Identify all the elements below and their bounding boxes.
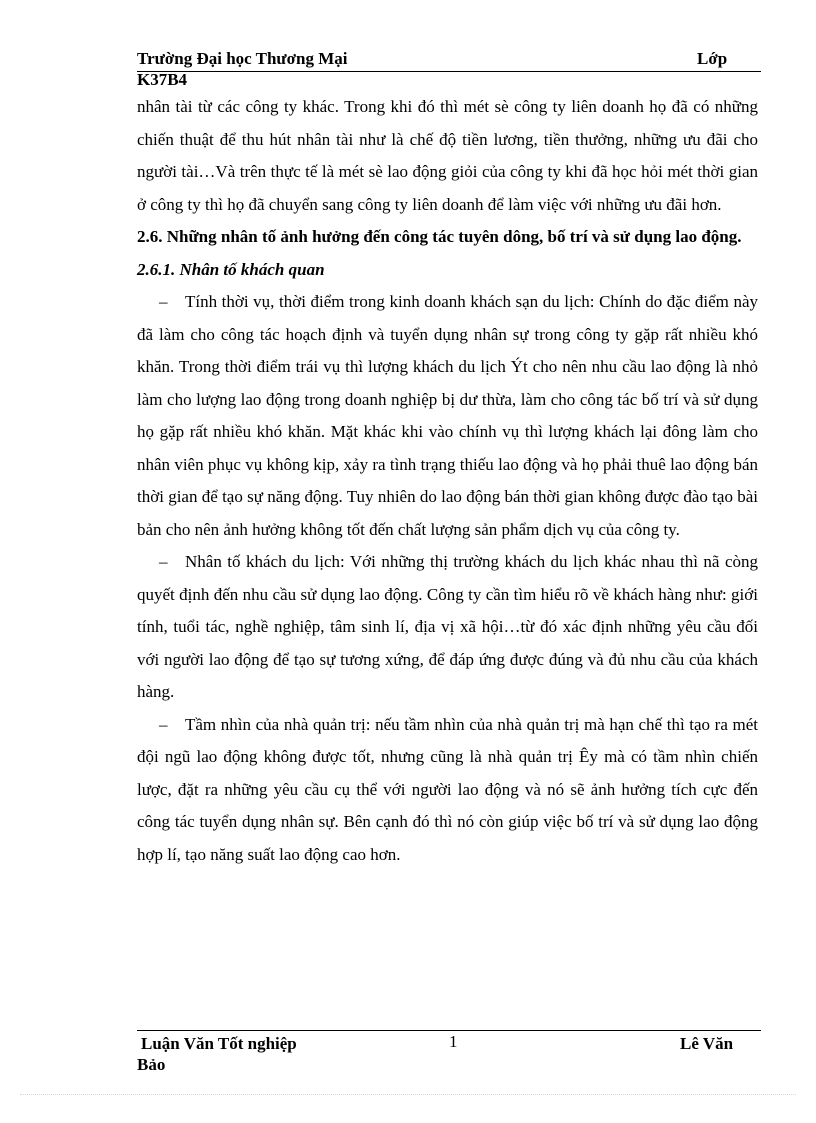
list-item-manager-vision: [137, 709, 758, 872]
list-item-text: Tính thời vụ, thời điểm trong kinh doanh khách sạn du lịch: Chính do đặc điểm này đã làm cho công tác hoạch định và tuyển dụng nhân sự trong công ty gặp rất nhiều khó khăn. Trong thời điểm trái vụ thì lượng khách du lịch Ýt cho nên nhu cầu lao động là nhỏ làm cho lượng lao động trong doanh nghiệp bị dư thừa, làm cho công tác bố trí và sử dụng họ gặp rất nhiều khó khăn. Mặt khác khi vào chính vụ thì lượng khách lại đông làm cho nhân viên phục vụ không kịp, xảy ra tình trạng thiếu lao động và họ phải thuê lao động bán thời gian để tạo sự năng động. Tuy nhiên do lao động bán thời gian không được đào tạo bài bản cho nên ảnh hưởng không tốt đến chất lượng sản phẩm dịch vụ của công ty.: [137, 292, 758, 539]
page-bottom-dotted-rule: [20, 1094, 796, 1095]
footer-divider: [137, 1030, 761, 1031]
dash-bullet: –: [159, 714, 168, 734]
document-body: [137, 91, 758, 871]
footer-title: Luận Văn Tốt nghiệp: [141, 1034, 297, 1053]
section-heading-2-6: 2.6. Những nhân tố ảnh hưởng đến công tác tuyên dông, bố trí và sử dụng lao động.: [137, 227, 742, 246]
paragraph-intro: nhân tài từ các công ty khác. Trong khi đó thì mét sè công ty liên doanh họ đã có những chiến thuật để thu hút nhân tài như là chế độ tiền lương, tiền thưởng, những ưu đãi cho người tài…Và trên thực tế là mét sè lao động giỏi của công ty khi đã học hỏi mét thời gian ở công ty thì họ đã chuyển sang công ty liên doanh để làm việc với những ưu đãi hơn.: [137, 97, 758, 214]
list-item-tourist-factor: [137, 546, 758, 709]
footer-author-first: Lê Văn: [680, 1034, 734, 1053]
footer-author-last: Bảo: [137, 1055, 166, 1074]
list-item-text: Tầm nhìn của nhà quản trị: nếu tầm nhìn của nhà quản trị mà hạn chế thì tạo ra mét đội ngũ lao động không được tốt, nhưng cũng là nhà quản trị Êy mà có tầm nhìn chiến lược, đặt ra những yêu cầu cụ thể với người lao động và nó sẽ ảnh hưởng tích cực đến công tác tuyển dụng nhân sự. Bên cạnh đó thì nó còn giúp việc bố trí và sử dụng lao động hợp lí, tạo năng suất lao động cao hơn.: [137, 714, 758, 864]
list-item-text: Nhân tố khách du lịch: Với những thị trường khách du lịch khác nhau thì nã còng quyết định đến nhu cầu sử dụng lao động. Công ty cần tìm hiểu rõ về khách hàng như: giới tính, tuổi tác, nghề nghiệp, tâm sinh lí, địa vị xã hội…từ đó xác định những yêu cầu đối với người lao động để tạo sự tương xứng, để đáp ứng được đúng và đủ nhu cầu của khách hàng.: [137, 552, 758, 701]
header-class-code: K37B4: [137, 70, 188, 89]
page-header: [137, 49, 761, 72]
dash-bullet: –: [159, 292, 168, 311]
page-number: 1: [449, 1032, 458, 1051]
header-class-label: Lớp: [697, 49, 728, 68]
header-school-name: Trường Đại học Thương Mại: [137, 49, 348, 68]
subsection-heading-2-6-1: 2.6.1. Nhân tố khách quan: [137, 259, 325, 279]
dash-bullet: –: [159, 552, 168, 571]
list-item-seasonality: [137, 286, 758, 546]
